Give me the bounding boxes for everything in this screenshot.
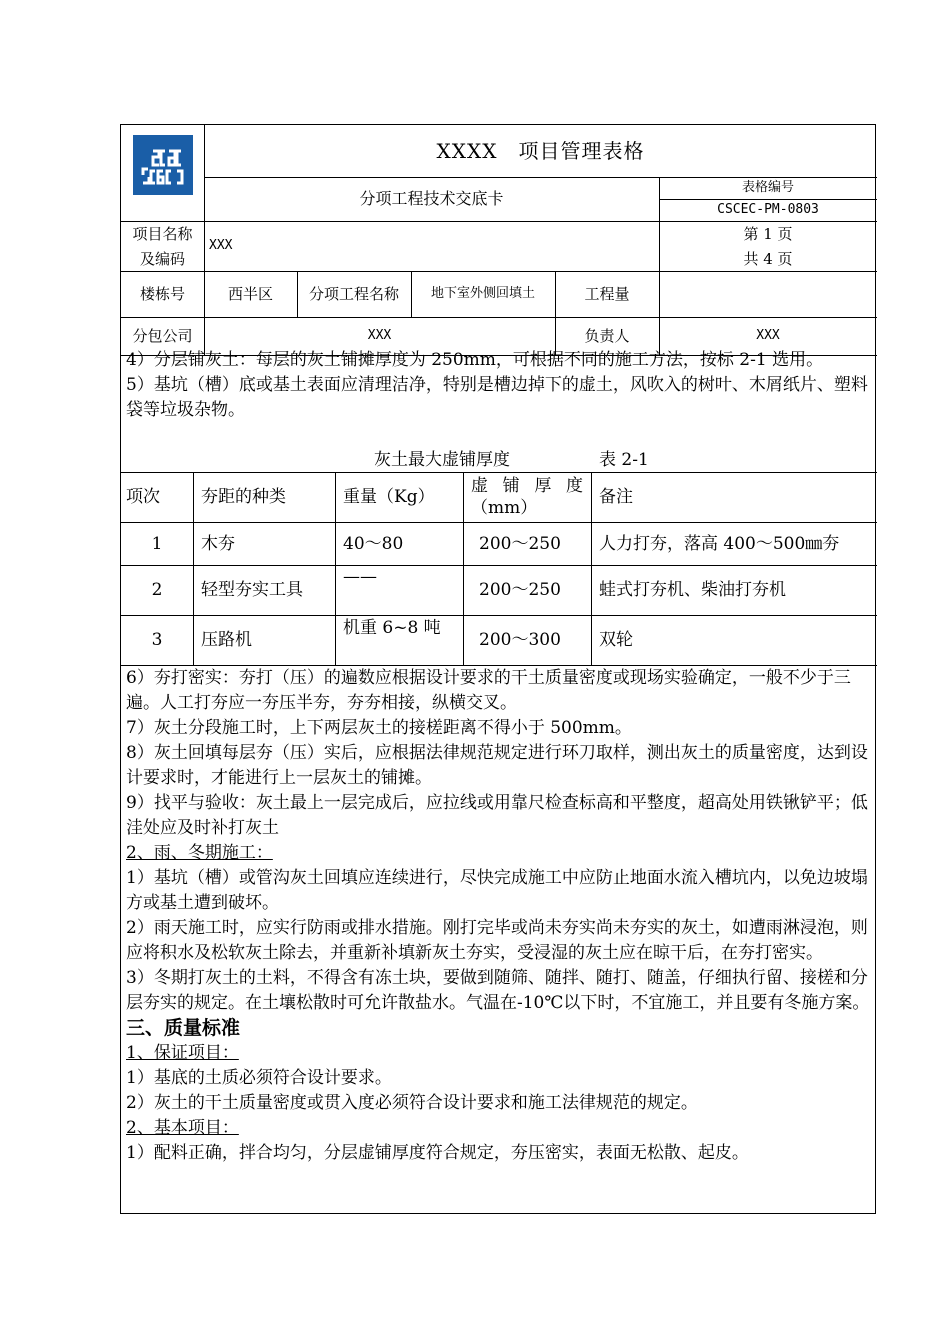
project-label-line2: 及编码 bbox=[139, 249, 185, 268]
quantity-label: 工程量 bbox=[584, 285, 630, 303]
section-rain-winter bbox=[126, 841, 872, 866]
project-label-line1: 项目名称 bbox=[132, 224, 193, 243]
basic-item-1: 1）配料正确，拌合均匀，分层虚铺厚度符合规定，夯压密实，表面无松散、起皮。 bbox=[126, 1143, 749, 1163]
body-top bbox=[126, 348, 872, 423]
table-cell: 木夯 bbox=[201, 533, 235, 554]
subcontractor-label: 分包公司 bbox=[132, 327, 193, 345]
subproject-value: 地下室外侧回填土 bbox=[430, 286, 535, 301]
form-title: XXXX 项目管理表格 bbox=[436, 139, 645, 163]
manager-label: 负责人 bbox=[584, 327, 630, 345]
quantity-value bbox=[659, 271, 877, 317]
paragraph-4: 4）分层铺灰土：每层的灰土铺摊厚度为 250mm，可根据不同的施工方法，按标 2-1 选用。 bbox=[126, 350, 824, 370]
table-cell: 轻型夯实工具 bbox=[201, 580, 303, 600]
table-header-remark: 备注 bbox=[599, 487, 633, 507]
table-cell: 人力打夯，落高 400～500㎜夯 bbox=[599, 533, 840, 554]
winter-item-3: 3）冬期打灰土的土料，不得含有冻土块，要做到随筛、随拌、随打、随盖，仔细执行留、接槎和分层夯实的规定。在土壤松散时可允许散盐水。气温在-10℃以下时，不宜施工，并且要有冬施方案。 bbox=[126, 968, 870, 1013]
paragraph-6: 6）夯打密实：夯打（压）的遍数应根据设计要求的干土质量密度或现场实验确定，一般不少于三遍。人工打夯应一夯压半夯，夯夯相接，纵横交叉。 bbox=[126, 668, 851, 713]
manager-value: XXX bbox=[756, 328, 780, 343]
form-frame bbox=[120, 124, 876, 1214]
rain-item-1: 1）基坑（槽）或管沟灰土回填应连续进行，尽快完成施工中应防止地面水流入槽坑内，以免边坡塌方或基土遭到破坏。 bbox=[126, 868, 868, 913]
table-cell: 2 bbox=[151, 580, 163, 600]
paragraph-7: 7）灰土分段施工时，上下两层灰土的接槎距离不得小于 500mm。 bbox=[126, 718, 632, 738]
paragraph-8: 8）灰土回填每层夯（压）实后，应根据法律规范规定进行环刀取样，测出灰土的质量密度，达到设计要求时，才能进行上一层灰土的铺摊。 bbox=[126, 743, 868, 788]
table-cell: 200～300 bbox=[479, 630, 561, 650]
basic-section bbox=[126, 1116, 872, 1141]
table-line bbox=[591, 472, 592, 665]
table-caption: 灰土最大虚铺厚度 bbox=[374, 450, 510, 470]
table-cell: 蛙式打夯机、柴油打夯机 bbox=[599, 580, 786, 600]
table-line bbox=[193, 472, 194, 665]
table-cell: 1 bbox=[151, 533, 163, 554]
building-label: 楼栋号 bbox=[139, 285, 185, 303]
form-code-label: 表格编号 bbox=[741, 180, 794, 195]
building-value: 西半区 bbox=[227, 285, 273, 303]
paragraph-5: 5）基坑（槽）底或基土表面应清理洁净，特别是槽边掉下的虚土，风吹入的树叶、木屑纸片、塑料袋等垃圾杂物。 bbox=[126, 375, 868, 420]
table-number: 表 2-1 bbox=[599, 450, 649, 470]
table-cell: 3 bbox=[151, 630, 163, 650]
table-cell: —— bbox=[343, 567, 377, 587]
table-cell: 双轮 bbox=[599, 630, 633, 650]
table-line bbox=[335, 472, 336, 665]
table-cell: 200～250 bbox=[479, 580, 561, 600]
page-current: 第 1 页 bbox=[743, 224, 793, 243]
table-cell: 机重 6~8 吨 bbox=[343, 618, 441, 638]
guarantee-section bbox=[126, 1041, 872, 1066]
paragraph-9: 9）找平与验收：灰土最上一层完成后，应拉线或用靠尺检查标高和平整度，超高处用铁锹铲平；低洼处应及时补打灰土 bbox=[126, 793, 868, 838]
rain-item-2: 2）雨天施工时，应实行防雨或排水措施。刚打完毕或尚未夯实尚未夯实的灰土，如遭雨淋浸泡，则应将积水及松软灰土除去，并重新补填新灰土夯实，受浸湿的灰土应在晾干后，在夯打密实。 bbox=[126, 918, 868, 963]
body-bottom bbox=[126, 666, 872, 1166]
table-header-thickness: 虚 铺 厚 度（mm） bbox=[471, 476, 583, 518]
cscec-logo bbox=[133, 135, 193, 195]
table-cell: 40～80 bbox=[343, 533, 404, 554]
subproject-label: 分项工程名称 bbox=[308, 285, 399, 303]
guarantee-item-1: 1）基底的土质必须符合设计要求。 bbox=[126, 1068, 392, 1088]
table-line bbox=[463, 472, 464, 665]
form-name: 分项工程技术交底卡 bbox=[359, 189, 504, 208]
form-code-value: CSCEC-PM-0803 bbox=[717, 202, 819, 217]
table-header-weight: 重量（Kg） bbox=[343, 487, 435, 507]
cscec-logo-mark bbox=[133, 135, 193, 195]
table-cell: 200～250 bbox=[479, 533, 561, 554]
project-value: XXX bbox=[209, 238, 233, 253]
guarantee-section-title: 1、保证项目： bbox=[126, 1043, 239, 1063]
guarantee-item-2: 2）灰土的干土质量密度或贯入度必须符合设计要求和施工法律规范的规定。 bbox=[126, 1093, 698, 1113]
table-header-type: 夯距的种类 bbox=[201, 487, 286, 507]
quality-standard-heading: 三、质量标准 bbox=[126, 1017, 241, 1039]
page-total: 共 4 页 bbox=[743, 249, 793, 268]
table-cell: 压路机 bbox=[201, 630, 252, 650]
section-rain-winter-title: 2、雨、冬期施工： bbox=[126, 843, 273, 863]
subcontractor-value: XXX bbox=[367, 328, 392, 343]
table-header-index: 项次 bbox=[126, 487, 160, 507]
basic-section-title: 2、基本项目： bbox=[126, 1118, 239, 1138]
